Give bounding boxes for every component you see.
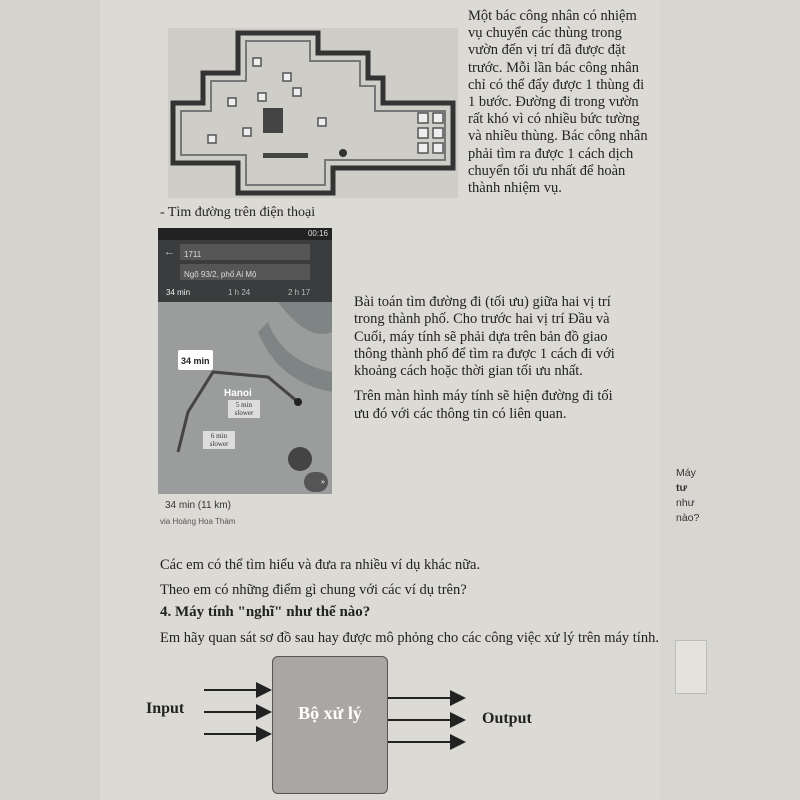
map-screenshot <box>158 228 332 494</box>
route-header <box>158 240 332 302</box>
puzzle-block <box>263 108 283 133</box>
puzzle-bg <box>168 28 458 198</box>
map-summary: 34 min (11 km) <box>165 500 231 511</box>
city-label: Hanoi <box>224 388 252 399</box>
phone-section-heading: - Tìm đường trên điện thoại <box>160 205 316 220</box>
side-note-line-3: như <box>676 497 695 509</box>
side-note-line-1: Máy <box>676 467 696 479</box>
sticker <box>675 640 707 694</box>
diagram-instruction: Em hãy quan sát sơ đồ sau hay được mô phỏng cho các công việc xử lý trên máy tính. <box>160 630 659 646</box>
side-note <box>676 466 699 526</box>
travel-car[interactable]: 34 min <box>166 288 191 297</box>
from-value: 1711 <box>184 250 202 259</box>
side-note-line-4: nào? <box>676 512 700 524</box>
worker-icon <box>339 149 347 157</box>
body-line-2: Theo em có những điểm gì chung với các ví dụ trên? <box>160 582 467 598</box>
callout-b: 6 min slower <box>203 431 235 449</box>
output-label: Output <box>482 710 532 727</box>
route-paragraph-1: Bài toán tìm đường đi (tối ưu) giữa hai vị trí trong thành phố. Cho trước hai vị trí Đầu và Cuối, máy tính sẽ phải dựa trên bản đồ giao thông thành phố để tìm ra được 1 cách đi với khoảng cách hoặc thời gian tối ưu nhất. <box>354 294 615 380</box>
to-value: Ngõ 93/2, phố Ai Mộ <box>184 270 257 279</box>
status-time: 00:16 <box>307 229 328 238</box>
input-label: Input <box>146 700 185 717</box>
puzzle-illustration <box>168 28 458 198</box>
section-title: 4. Máy tính "nghĩ" như thế nào? <box>160 604 371 620</box>
body-line-1: Các em có thể tìm hiểu và đưa ra nhiều ví dụ khác nữa. <box>160 557 481 573</box>
map-via: via Hoàng Hoa Thám <box>160 517 236 526</box>
travel-walk[interactable]: 2 h 17 <box>288 288 311 297</box>
play-icon: » <box>321 477 325 486</box>
back-arrow-icon[interactable]: ← <box>164 246 175 258</box>
route-paragraph-2: Trên màn hình máy tính sẽ hiện đường đi tối ưu đó với các thông tin có liên quan. <box>354 388 613 422</box>
processor-label: Bộ xử lý <box>298 703 362 723</box>
callout-a: 5 min slower <box>228 400 260 418</box>
status-bar <box>158 228 332 240</box>
puzzle-description: Một bác công nhân có nhiệm vụ chuyển các thùng trong vườn đến vị trí đã được đặt trước. Mỗi lần bác công nhân chỉ có thể đẩy được 1 thùng đi 1 bước. Đường đi trong vườn rất khó vì có nhiều bức tường và nhiều thùng. Bác công nhân phải tìm ra được 1 cách dịch chuyển tối ưu nhất để hoàn thành nhiệm vụ. <box>468 8 648 197</box>
locate-button[interactable] <box>288 447 312 471</box>
route-description <box>354 294 624 431</box>
from-field[interactable] <box>180 244 310 260</box>
destination-pin-icon <box>294 398 302 406</box>
diagram-arrows <box>200 680 480 760</box>
to-field[interactable] <box>180 264 310 280</box>
side-note-line-2: tư <box>676 482 688 494</box>
travel-transit[interactable]: 1 h 24 <box>228 288 251 297</box>
puzzle-bar <box>263 153 308 158</box>
callout-main: 34 min <box>178 350 213 370</box>
